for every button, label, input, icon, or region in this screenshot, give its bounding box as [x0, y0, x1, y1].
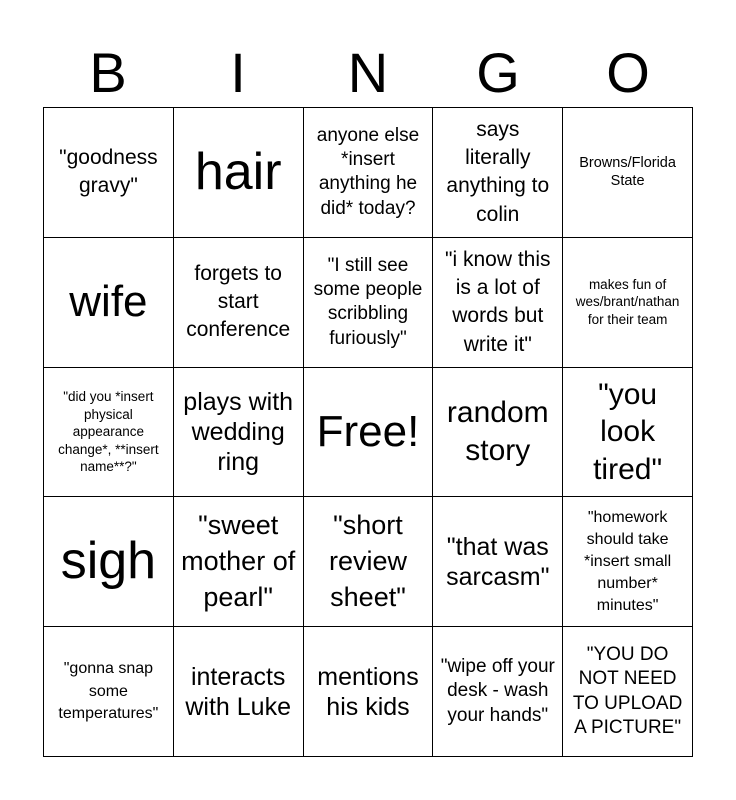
cell-text: says literally anything to colin [446, 117, 550, 226]
header-letter-o: O [606, 41, 650, 104]
cell-text: "i know this is a lot of words but write it" [445, 247, 551, 356]
cell-text: makes fun of wes/brant/nathan for their team [575, 276, 680, 327]
bingo-cell-r1c4[interactable] [433, 108, 563, 238]
cell-text: random story [446, 396, 549, 467]
bingo-header [43, 40, 693, 106]
header-letter-g: G [476, 41, 520, 104]
cell-text: "wipe off your desk - wash your hands" [440, 656, 555, 726]
cell-text: interacts with Luke [185, 662, 291, 721]
bingo-cell-r2c1[interactable] [44, 238, 174, 368]
bingo-cell-r2c2[interactable] [174, 238, 304, 368]
bingo-cell-r1c2[interactable] [174, 108, 304, 238]
cell-text: "did you *insert physical appearance change*, **insert name**?" [58, 389, 159, 475]
cell-text: hair [194, 142, 282, 201]
bingo-cell-r4c5[interactable] [563, 497, 693, 627]
bingo-cell-r3c1[interactable] [44, 368, 174, 498]
cell-text: "YOU DO NOT NEED TO UPLOAD A PICTURE" [572, 643, 683, 738]
cell-text: Browns/Florida State [579, 154, 676, 190]
header-letter-n: N [347, 41, 389, 104]
bingo-cell-r5c4[interactable] [433, 627, 563, 757]
cell-text: Free! [316, 406, 420, 456]
bingo-cell-r3c2[interactable] [174, 368, 304, 498]
cell-text: mentions his kids [317, 662, 419, 721]
cell-text: plays with wedding ring [183, 387, 294, 476]
bingo-cell-r5c1[interactable] [44, 627, 174, 757]
header-letter-i: I [230, 41, 246, 104]
cell-text: "sweet mother of pearl" [181, 509, 296, 612]
bingo-cell-r2c4[interactable] [433, 238, 563, 368]
bingo-cell-r4c4[interactable] [433, 497, 563, 627]
cell-text: "short review sheet" [328, 509, 407, 612]
bingo-cell-r3c4[interactable] [433, 368, 563, 498]
cell-text: sigh [60, 532, 157, 591]
cell-text: forgets to start conference [186, 261, 291, 342]
cell-text: "goodness gravy" [59, 146, 158, 198]
cell-text: "you look tired" [593, 377, 663, 486]
cell-text: "that was sarcasm" [446, 532, 550, 591]
bingo-cell-r4c2[interactable] [174, 497, 304, 627]
bingo-cell-r1c5[interactable] [563, 108, 693, 238]
bingo-cell-r5c2[interactable] [174, 627, 304, 757]
bingo-cell-r5c5[interactable] [563, 627, 693, 757]
bingo-cell-r1c1[interactable] [44, 108, 174, 238]
cell-text: "gonna snap some temperatures" [58, 660, 159, 722]
cell-text: "I still see some people scribbling furiously" [313, 254, 423, 349]
cell-text: anyone else *insert anything he did* today? [316, 124, 420, 219]
header-letter-b: B [89, 41, 127, 104]
bingo-cell-r1c3[interactable] [304, 108, 434, 238]
bingo-cell-r4c3[interactable] [304, 497, 434, 627]
bingo-cell-r3c5[interactable] [563, 368, 693, 498]
bingo-cell-r2c5[interactable] [563, 238, 693, 368]
bingo-cell-r5c3[interactable] [304, 627, 434, 757]
bingo-cell-r4c1[interactable] [44, 497, 174, 627]
cell-text: wife [69, 277, 148, 326]
bingo-cell-r2c3[interactable] [304, 238, 434, 368]
bingo-grid [43, 107, 693, 757]
bingo-cell-r3c3[interactable] [304, 368, 434, 498]
cell-text: "homework should take *insert small number* minutes" [584, 508, 672, 614]
